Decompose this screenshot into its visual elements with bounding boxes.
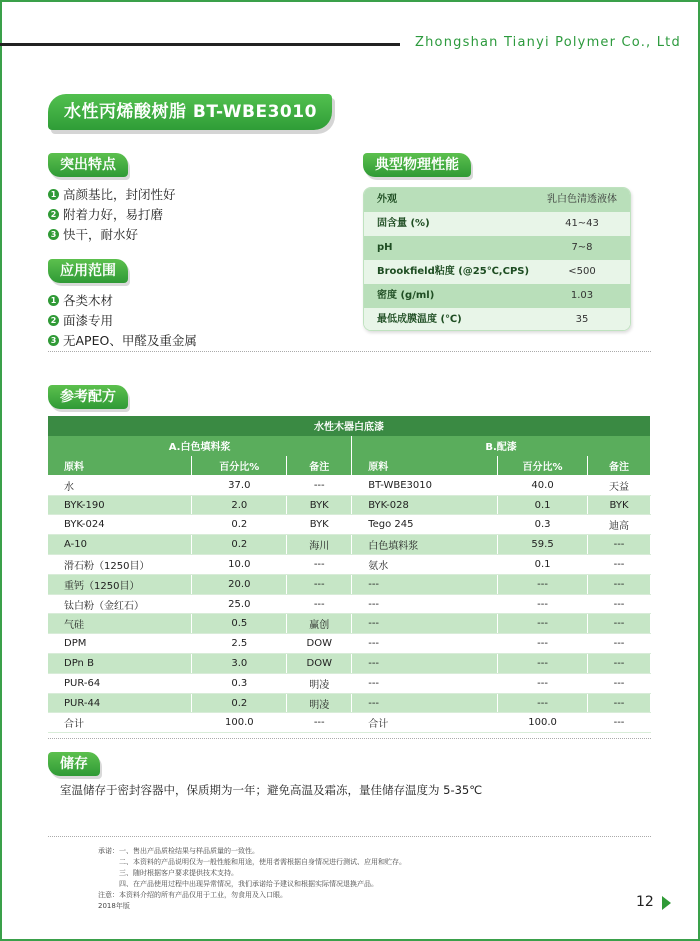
divider [48, 836, 651, 837]
table-cell: --- [352, 614, 498, 634]
table-cell: --- [498, 614, 588, 634]
formulation-table [48, 416, 651, 733]
section-b-header: B.配漆 [352, 436, 651, 456]
list-item: 2 附着力好，易打磨 [48, 204, 176, 224]
note-line: 三、随时根据客户要求提供技术支持。 [119, 869, 238, 877]
storage-text: 室温储存于密封容器中，保质期为一年；避免高温及霜冻，量佳储存温度为 5-35℃ [60, 783, 483, 797]
table-cell: 40.0 [498, 475, 588, 495]
table-cell: 25.0 [192, 594, 287, 614]
table-row [48, 713, 651, 733]
table-cell: PUR-64 [48, 673, 192, 693]
arrow-right-icon [662, 896, 671, 910]
table-cell: 2.5 [192, 634, 287, 654]
table-cell: --- [588, 594, 651, 614]
table-cell: 0.1 [498, 495, 588, 515]
note-line: 承诺：一、售出产品质检结果与样品质量的一致性。 [98, 847, 259, 855]
table-cell: 0.3 [498, 515, 588, 535]
property-row: 密度 (g/ml) 1.03 [364, 284, 630, 308]
number-2-icon: 2 [48, 209, 59, 220]
table-cell: --- [588, 634, 651, 654]
divider [48, 738, 651, 739]
table-cell: BYK [588, 495, 651, 515]
property-row: 最低成膜温度 (℃) 35 [364, 308, 630, 331]
table-cell: --- [498, 693, 588, 713]
table-cell: --- [498, 574, 588, 594]
table-cell: BYK [287, 495, 352, 515]
table-cell: 合计 [352, 713, 498, 733]
table-cell: --- [588, 535, 651, 555]
column-header: 原料 [352, 456, 498, 476]
table-cell: 0.3 [192, 673, 287, 693]
table-cell: 白色填料浆 [352, 535, 498, 555]
list-item: 1 高颜基比，封闭性好 [48, 184, 176, 204]
table-cell: PUR-44 [48, 693, 192, 713]
table-cell: 水 [48, 475, 192, 495]
table-cell: Tego 245 [352, 515, 498, 535]
table-cell: --- [352, 634, 498, 654]
divider [48, 351, 651, 352]
table-cell: --- [588, 614, 651, 634]
number-2-icon: 2 [48, 315, 59, 326]
formulation-heading: 参考配方 [48, 385, 128, 409]
table-caption: 水性木器白底漆 [48, 416, 651, 436]
table-cell: --- [287, 555, 352, 575]
number-3-icon: 3 [48, 229, 59, 240]
table-cell: 3.0 [192, 654, 287, 674]
table-cell: --- [287, 574, 352, 594]
list-item: 3 快干，耐水好 [48, 224, 176, 244]
table-cell: --- [287, 594, 352, 614]
features-list [48, 184, 176, 244]
table-cell: --- [588, 574, 651, 594]
list-item: 3 无APEO、甲醛及重金属 [48, 330, 197, 350]
table-cell: --- [287, 713, 352, 733]
table-cell: --- [498, 654, 588, 674]
table-cell: --- [588, 673, 651, 693]
edition-label: 2018年版 [98, 902, 130, 910]
table-cell: --- [498, 594, 588, 614]
table-cell: 重钙（1250目） [48, 574, 192, 594]
column-header: 备注 [588, 456, 651, 476]
table-cell: BYK [287, 515, 352, 535]
applications-heading: 应用范围 [48, 259, 128, 283]
column-header: 备注 [287, 456, 352, 476]
table-cell: --- [498, 634, 588, 654]
table-cell: 100.0 [192, 713, 287, 733]
table-cell: BT-WBE3010 [352, 475, 498, 495]
table-cell: 合计 [48, 713, 192, 733]
table-row [48, 515, 651, 535]
column-header: 百分比% [498, 456, 588, 476]
table-row [48, 495, 651, 515]
properties-heading: 典型物理性能 [363, 153, 471, 177]
property-row: 外观 乳白色清透液体 [364, 188, 630, 212]
table-cell: 明凌 [287, 693, 352, 713]
storage-heading: 储存 [48, 752, 100, 776]
table-row [48, 614, 651, 634]
table-cell: --- [352, 574, 498, 594]
number-1-icon: 1 [48, 295, 59, 306]
property-row: 固含量 (%) 41~43 [364, 212, 630, 236]
table-cell: DPM [48, 634, 192, 654]
table-cell: BYK-024 [48, 515, 192, 535]
table-cell: --- [588, 713, 651, 733]
note-line: 注意：本资料介绍的所有产品仅用于工业，勿食用及入口眼。 [98, 891, 287, 899]
table-row [48, 535, 651, 555]
table-cell: 迪高 [588, 515, 651, 535]
table-cell: 海川 [287, 535, 352, 555]
table-cell: 100.0 [498, 713, 588, 733]
list-item: 2 面漆专用 [48, 310, 197, 330]
table-cell: BYK-028 [352, 495, 498, 515]
table-cell: 天益 [588, 475, 651, 495]
table-row [48, 673, 651, 693]
table-cell: --- [287, 475, 352, 495]
number-1-icon: 1 [48, 189, 59, 200]
table-cell: 氨水 [352, 555, 498, 575]
table-cell: --- [498, 673, 588, 693]
table-cell: 59.5 [498, 535, 588, 555]
header-rule [0, 43, 400, 46]
table-cell: 明凌 [287, 673, 352, 693]
number-3-icon: 3 [48, 335, 59, 346]
table-cell: DOW [287, 634, 352, 654]
table-row [48, 555, 651, 575]
property-row: Brookfield粘度 (@25℃,CPS) <500 [364, 260, 630, 284]
table-cell: --- [352, 693, 498, 713]
table-cell: A-10 [48, 535, 192, 555]
list-item: 1 各类木材 [48, 290, 197, 310]
table-cell: 赢创 [287, 614, 352, 634]
page-number: 12 [636, 894, 654, 910]
table-cell: 2.0 [192, 495, 287, 515]
table-cell: --- [588, 654, 651, 674]
table-cell: 37.0 [192, 475, 287, 495]
table-cell: 气硅 [48, 614, 192, 634]
table-cell: --- [588, 693, 651, 713]
table-cell: --- [588, 555, 651, 575]
table-cell: BYK-190 [48, 495, 192, 515]
table-cell: --- [352, 594, 498, 614]
properties-table [363, 187, 631, 331]
table-cell: DOW [287, 654, 352, 674]
table-cell: 0.2 [192, 515, 287, 535]
table-row [48, 693, 651, 713]
property-row: pH 7~8 [364, 236, 630, 260]
applications-list [48, 290, 197, 350]
table-cell: 0.1 [498, 555, 588, 575]
note-line: 二、本资料的产品说明仅为一般性能和用途，使用者需根据自身情况进行测试、应用和贮存。 [119, 858, 406, 866]
table-cell: 钛白粉（金红石） [48, 594, 192, 614]
table-cell: DPn B [48, 654, 192, 674]
features-heading: 突出特点 [48, 153, 128, 177]
table-cell: 10.0 [192, 555, 287, 575]
product-title: 水性丙烯酸树脂 BT-WBE3010 [48, 94, 332, 130]
company-name: Zhongshan Tianyi Polymer Co., Ltd [415, 35, 681, 50]
table-row [48, 594, 651, 614]
table-row [48, 475, 651, 495]
column-header: 百分比% [192, 456, 287, 476]
table-cell: 0.5 [192, 614, 287, 634]
table-cell: 0.2 [192, 693, 287, 713]
table-row [48, 654, 651, 674]
table-cell: 20.0 [192, 574, 287, 594]
table-cell: --- [352, 654, 498, 674]
note-line: 四、在产品使用过程中出现异常情况，我们承诺给予建议和根据实际情况退换产品。 [119, 880, 378, 888]
table-cell: --- [352, 673, 498, 693]
column-header: 原料 [48, 456, 192, 476]
table-row [48, 634, 651, 654]
table-cell: 滑石粉（1250目） [48, 555, 192, 575]
table-row [48, 574, 651, 594]
disclaimer-notes [98, 846, 406, 912]
table-cell: 0.2 [192, 535, 287, 555]
section-a-header: A.白色填料浆 [48, 436, 352, 456]
